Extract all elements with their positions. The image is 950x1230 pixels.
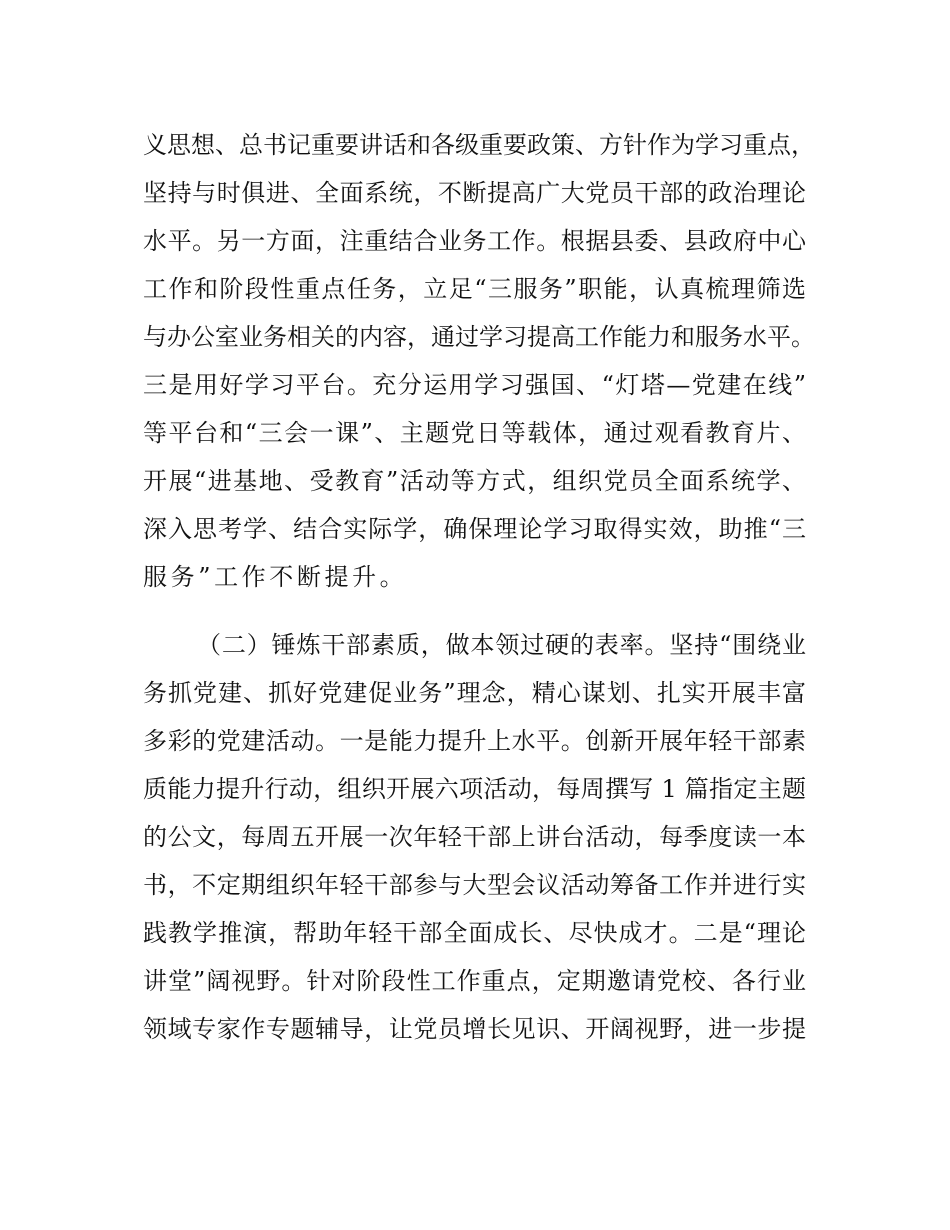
text-line: 书，不定期组织年轻干部参与大型会议活动筹备工作并进行实 [143, 871, 806, 899]
text-line: 水平。另一方面，注重结合业务工作。根据县委、县政府中心 [143, 227, 806, 255]
text-line: 的公文，每周五开展一次年轻干部上讲台活动，每季度读一本 [143, 823, 806, 851]
text-line: 等平台和“三会一课”、主题党日等载体，通过观看教育片、 [143, 419, 806, 447]
text-line: 三是用好学习平台。充分运用学习强国、“灯塔—党建在线” [143, 371, 806, 399]
text-line: 质能力提升行动，组织开展六项活动，每周撰写 1 篇指定主题 [143, 775, 806, 803]
text-line: 领域专家作专题辅导，让党员增长见识、开阔视野，进一步提 [143, 1015, 806, 1043]
text-line: 工作和阶段性重点任务，立足“三服务”职能，认真梳理筛选 [143, 275, 806, 303]
text-line: 服务”工作不断提升。 [143, 563, 408, 591]
text-line: 义思想、总书记重要讲话和各级重要政策、方针作为学习重点， [143, 131, 815, 159]
text-line: 坚持与时俱进、全面系统，不断提高广大党员干部的政治理论 [143, 179, 806, 207]
text-line: 讲堂”阔视野。针对阶段性工作重点，定期邀请党校、各行业 [143, 967, 806, 995]
text-line: 践教学推演，帮助年轻干部全面成长、尽快成才。二是“理论 [143, 919, 806, 947]
section-heading-line: （二）锤炼干部素质，做本领过硬的表率。坚持“围绕业 [197, 631, 806, 659]
text-line: 务抓党建、抓好党建促业务”理念，精心谋划、扎实开展丰富 [143, 679, 806, 707]
text-line: 多彩的党建活动。一是能力提升上水平。创新开展年轻干部素 [143, 727, 806, 755]
text-line: 与办公室业务相关的内容，通过学习提高工作能力和服务水平。 [143, 323, 815, 351]
text-line: 开展“进基地、受教育”活动等方式，组织党员全面系统学、 [143, 467, 806, 495]
text-line: 深入思考学、结合实际学，确保理论学习取得实效，助推“三 [143, 515, 806, 543]
